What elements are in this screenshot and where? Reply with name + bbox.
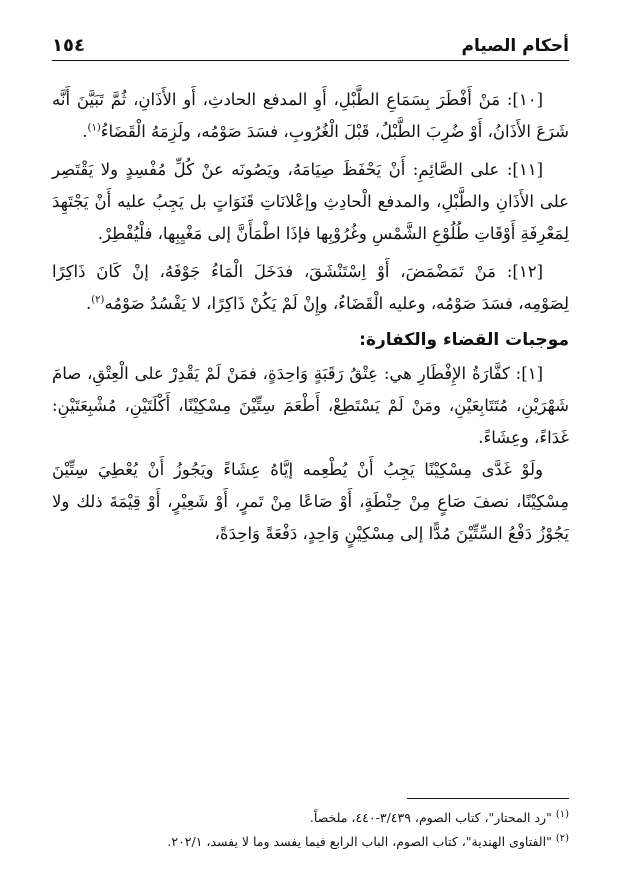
footnote-1-text: "رد المحتار"، كتاب الصوم، ٣/٤٣٩-٤٤٠، ملخصاً. — [309, 810, 552, 825]
footnotes — [52, 806, 569, 854]
ruling-11-text: [١١]: على الصَّائِمِ: أَنْ يَحْفَظَ صِيَامَهُ، ويَصُونَه عنْ كُلِّ مُفْسِدٍ ولا يَقْتَصِر على الأَذَانِ والطَّبْلِ، والمدفع الْحادِثِ وإعْلانَاتِ قَنَوَاتٍ بل يَجِبُ عليه أَنْ يَجْتَهِدَ لِمَعْرِفَةِ أَوْقَاتِ طُلُوْعِ الشَّمْسِ وغُرُوْبِها فإذَا اطْمَأَنَّ إلى مَغْيِبِها، فلْيُفْطِرْ. — [52, 160, 569, 243]
ruling-12: [١٢]: مَنْ تَمَضْمَضَ، أَوْ اِسْتَنْشَقَ، فدَخَلَ الْمَاءُ جَوْفَهُ، إنْ كَانَ ذَاكِرًا لِصَوْمِه، فسَدَ صَوْمُه، وعليه الْقَضَاءُ، وإِنْ لَمْ يَكُنْ ذَاكِرًا، لا يَفْسُدُ صَوْمُه$^{(٢)}$. — [52, 262, 569, 313]
expiation-1 — [52, 358, 569, 454]
expiation-1-continued-text: ولَوْ غَدَّى مِسْكِيْنًا يَجِبُ أَنْ يُطْعِمه إيَّاهُ عِشَاءً ويَجُوزُ أَنْ يُعْطِيَ سِتِّيْنَ مِسْكِيْنًا، نصفَ صَاعٍ مِنْ حِنْطَةٍ، أَوْ صَاعًا مِنْ تَمرٍ، أَوْ شَعِيْرٍ، أَوْ قِيْمَةَ ذلك ولا يَجُوْزُ دَفْعُ السِّتِّيْنَ مُدًّا إلى مِسْكِيْنٍ وَاحِدٍ، دَفْعَةً وَاحِدَةً، — [52, 460, 569, 543]
running-title: أحكام الصيام — [461, 36, 569, 56]
footnote-1 — [52, 806, 569, 830]
expiation-1-text: [١]: كفَّارَةُ الإِفْطَارِ هي: عِتْقُ رَقَبَةٍ وَاحِدَةٍ، فمَنْ لَمْ يَقْدِرْ على الْعِتْقِ، صامَ شَهْرَيْنِ، مُتَتَابِعَيْنِ، ومَنْ لَمْ يَسْتَطِعْ، أَطْعَمَ سِتِّيْنَ مِسْكِيْنًا، أَكْلَتَيْنِ، مُشْبِعَتَيْنِ: غَدَاءً، وعِشَاءً. — [52, 364, 569, 447]
page-header — [52, 28, 569, 61]
main-text — [52, 84, 569, 556]
section-heading: موجبات القضاء والكفارة: — [359, 330, 569, 350]
page-number: ١٥٤ — [52, 35, 85, 56]
ruling-11 — [52, 154, 569, 250]
footnote-marker-2: (٢) — [555, 832, 569, 844]
footnote-ref-1: (١) — [87, 122, 101, 134]
footnote-2-text: "الفتاوى الهندية"، كتاب الصوم، الباب الرابع فيما يفسد وما لا يفسد، ٢٠٢/١. — [167, 834, 552, 849]
footnote-marker-1: (١) — [555, 808, 569, 820]
footnote-divider — [407, 798, 569, 799]
footnote-ref-2: (٢) — [91, 294, 105, 306]
footnote-2 — [52, 830, 569, 854]
ruling-10-text: [١٠]: مَنْ أَفْطَرَ بِسَمَاعِ الطَّبْلِ، أَوِ المدفع الحادثِ، أَو الأَذَانِ، ثُمَّ تَبَيَّنَ أَنَّه شَرَعَ الأَذَانُ، أَوْ ضُرِبَ الطَّبْلُ، قَبْلَ الْغُرُوبِ، فسَدَ صَوْمُه، ولَزِمَهُ الْقَضَاءُ — [52, 90, 569, 141]
ruling-10: [١٠]: مَنْ أَفْطَرَ بِسَمَاعِ الطَّبْلِ، أَوِ المدفع الحادثِ، أَو الأَذَانِ، ثُمَّ تَبَيَّنَ أَنَّه شَرَعَ الأَذَانُ، أَوْ ضُرِبَ الطَّبْلُ، قَبْلَ الْغُرُوبِ، فسَدَ صَوْمُه، ولَزِمَهُ الْقَضَاءُ$^{(١)}$. — [52, 90, 569, 141]
expiation-1-continued — [52, 454, 569, 550]
ruling-12-text: [١٢]: مَنْ تَمَضْمَضَ، أَوْ اِسْتَنْشَقَ، فدَخَلَ الْمَاءُ جَوْفَهُ، إنْ كَانَ ذَاكِرًا لِصَوْمِه، فسَدَ صَوْمُه، وعليه الْقَضَاءُ، وإِنْ لَمْ يَكُنْ ذَاكِرًا، لا يَفْسُدُ صَوْمُه — [52, 262, 569, 313]
